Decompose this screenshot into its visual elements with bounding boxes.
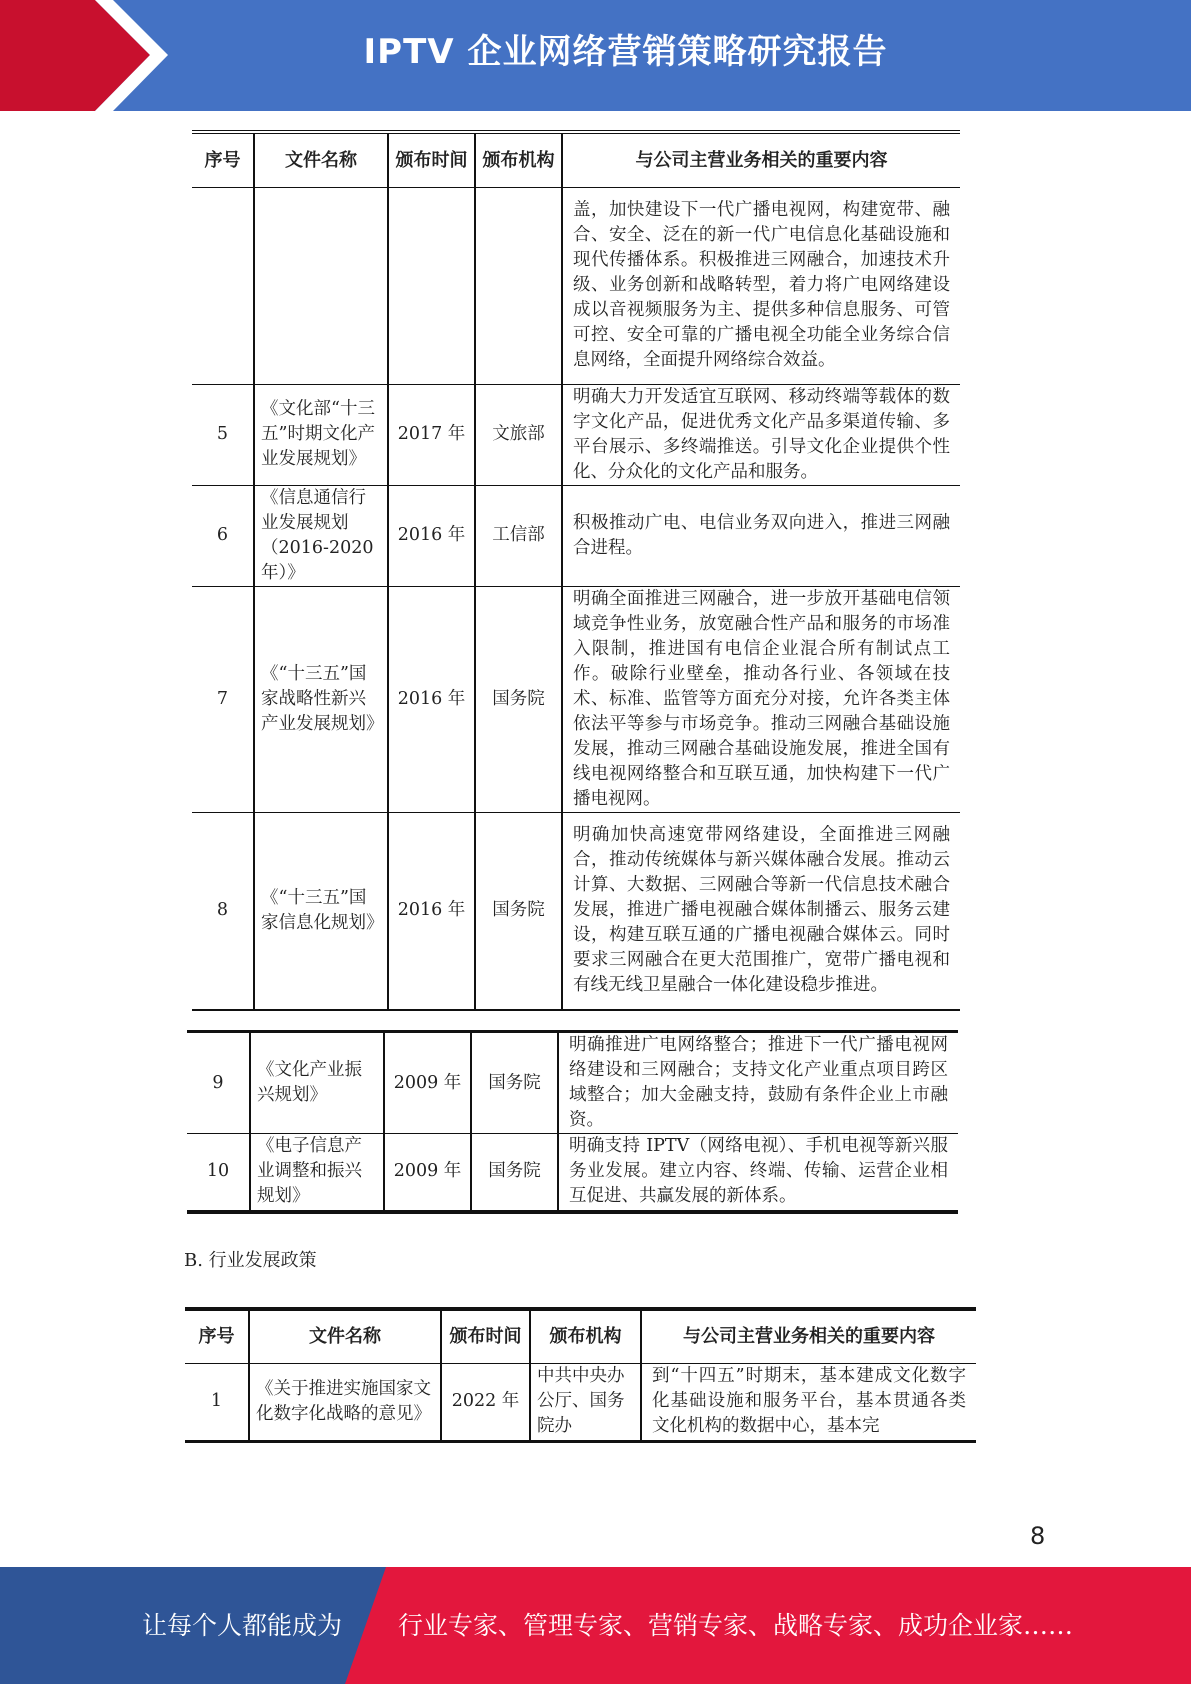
header-cell-year: 颁布时间 xyxy=(388,132,475,187)
table-row xyxy=(187,1134,958,1212)
row-name: 《关于推进实施国家文化数字化战略的意见》 xyxy=(249,1363,441,1441)
row-no: 10 xyxy=(187,1134,250,1212)
row-name: 《信息通信行业发展规划（2016-2020年）》 xyxy=(254,485,388,586)
table-row xyxy=(185,1363,976,1441)
table-header-row xyxy=(185,1309,976,1363)
row-name: 《文化产业振兴规划》 xyxy=(250,1032,384,1134)
header-cell-content: 与公司主营业务相关的重要内容 xyxy=(562,132,960,187)
header-cell-agency: 颁布机构 xyxy=(475,132,562,187)
table-row xyxy=(192,384,960,485)
row-no: 6 xyxy=(192,485,254,586)
row-year: 2017 年 xyxy=(388,384,475,485)
row-name: 《电子信息产业调整和振兴规划》 xyxy=(250,1134,384,1212)
row-agency: 国务院 xyxy=(475,812,562,1010)
report-title: IPTV 企业网络营销策略研究报告 xyxy=(363,32,888,72)
row-name: 《“十三五”国家信息化规划》 xyxy=(254,812,388,1010)
row-agency xyxy=(475,187,562,384)
row-no xyxy=(192,187,254,384)
row-content: 明确支持 IPTV（网络电视）、手机电视等新兴服务业发展。建立内容、终端、传输、运营企业相互促进、共赢发展的新体系。 xyxy=(558,1134,958,1212)
header-cell-no: 序号 xyxy=(185,1309,249,1363)
row-year: 2009 年 xyxy=(384,1134,471,1212)
row-agency: 国务院 xyxy=(471,1134,558,1212)
row-no: 5 xyxy=(192,384,254,485)
row-year: 2022 年 xyxy=(441,1363,530,1441)
row-content: 明确大力开发适宜互联网、移动终端等载体的数字文化产品，促进优秀文化产品多渠道传输、多平台展示、多终端推送。引导文化企业提供个性化、分众化的文化产品和服务。 xyxy=(562,384,960,485)
row-content: 明确全面推进三网融合，进一步放开基础电信领域竞争性业务，放宽融合性产品和服务的市场准入限制，推进国有电信企业混合所有制试点工作。破除行业壁垒，推动各行业、各领域在技术、标准、监管等方面充分对接，允许各类主体依法平等参与市场竞争。推动三网融合基础设施发展，推动三网融合基础设施发展，推进全国有线电视网络整合和互联互通，加快构建下一代广播电视网。 xyxy=(562,586,960,812)
row-content: 积极推动广电、电信业务双向进入，推进三网融合进程。 xyxy=(562,485,960,586)
page-number: 8 xyxy=(1030,1522,1046,1550)
row-agency: 文旅部 xyxy=(475,384,562,485)
row-content: 明确加快高速宽带网络建设，全面推进三网融合，推动传统媒体与新兴媒体融合发展。推动云计算、大数据、三网融合等新一代信息技术融合发展，推进广播电视融合媒体制播云、服务云建设，构建互联互通的广播电视融合媒体云。同时要求三网融合在更大范围推广，宽带广播电视和有线无线卫星融合一体化建设稳步推进。 xyxy=(562,812,960,1010)
row-name: 《文化部“十三五”时期文化产业发展规划》 xyxy=(254,384,388,485)
row-no: 1 xyxy=(185,1363,249,1441)
row-content: 到“十四五”时期末，基本建成文化数字化基础设施和服务平台，基本贯通各类文化机构的数据中心，基本完 xyxy=(641,1363,976,1441)
header-cell-agency: 颁布机构 xyxy=(530,1309,641,1363)
table-header-row xyxy=(192,132,960,187)
header-cell-content: 与公司主营业务相关的重要内容 xyxy=(641,1309,976,1363)
row-no: 9 xyxy=(187,1032,250,1134)
row-no: 7 xyxy=(192,586,254,812)
footer-slogan-left: 让每个人都能成为 xyxy=(142,1611,343,1640)
header-cell-name: 文件名称 xyxy=(249,1309,441,1363)
header-cell-year: 颁布时间 xyxy=(441,1309,530,1363)
table-row xyxy=(192,187,960,384)
header-cell-no: 序号 xyxy=(192,132,254,187)
row-name xyxy=(254,187,388,384)
section-b-label: B. 行业发展政策 xyxy=(184,1250,317,1271)
table-row xyxy=(192,812,960,1010)
table-row xyxy=(187,1032,958,1134)
row-content: 盖，加快建设下一代广播电视网，构建宽带、融合、安全、泛在的新一代广电信息化基础设施和现代传播体系。积极推进三网融合，加速技术升级、业务创新和战略转型，着力将广电网络建设成以音视频服务为主、提供多种信息服务、可管可控、安全可靠的广播电视全功能全业务综合信息网络，全面提升网络综合效益。 xyxy=(562,187,960,384)
page-footer-banner xyxy=(0,1567,1191,1684)
page-header-banner xyxy=(0,0,1191,111)
policy-table-part2 xyxy=(187,1030,958,1214)
row-name: 《“十三五”国家战略性新兴产业发展规划》 xyxy=(254,586,388,812)
table-row xyxy=(192,586,960,812)
row-year: 2016 年 xyxy=(388,812,475,1010)
row-year: 2009 年 xyxy=(384,1032,471,1134)
header-cell-name: 文件名称 xyxy=(254,132,388,187)
row-agency: 中共中央办公厅、国务院办 xyxy=(530,1363,641,1441)
row-agency: 国务院 xyxy=(475,586,562,812)
row-no: 8 xyxy=(192,812,254,1010)
row-year: 2016 年 xyxy=(388,586,475,812)
table-row xyxy=(192,485,960,586)
row-agency: 国务院 xyxy=(471,1032,558,1134)
row-agency: 工信部 xyxy=(475,485,562,586)
footer-slogan-right: 行业专家、管理专家、营销专家、战略专家、成功企业家…… xyxy=(398,1611,1074,1640)
industry-policy-table xyxy=(185,1307,976,1443)
row-year: 2016 年 xyxy=(388,485,475,586)
row-content: 明确推进广电网络整合；推进下一代广播电视网络建设和三网融合；支持文化产业重点项目跨区域整合；加大金融支持，鼓励有条件企业上市融资。 xyxy=(558,1032,958,1134)
policy-table-part1 xyxy=(192,130,960,1011)
row-year xyxy=(388,187,475,384)
